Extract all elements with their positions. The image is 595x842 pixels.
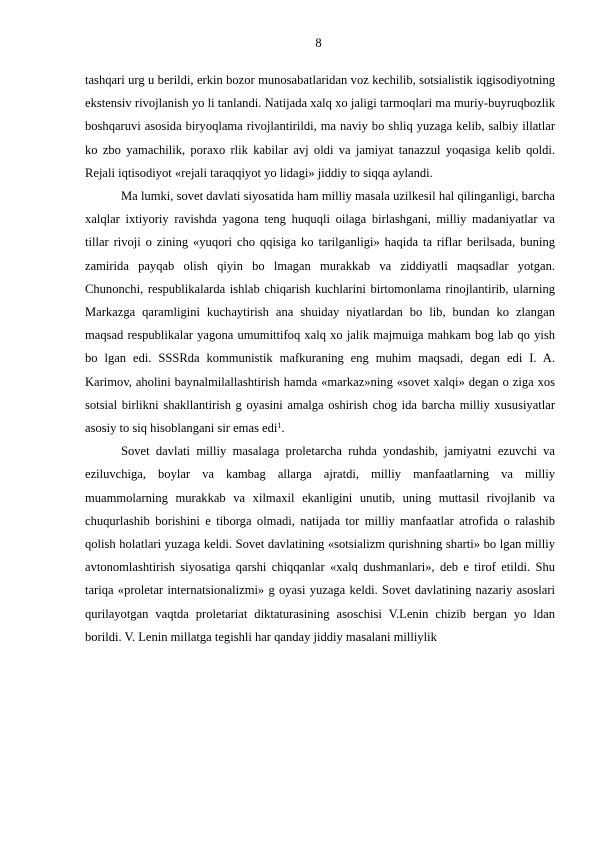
paragraph-2-text: Ma lumki, sovet davlati siyosatida ham milliy masala uzilkesil hal qilinganligi, barcha xalqlar ixtiyoriy ravishda yagona teng huquqli oilaga birlashgani, milliy madaniyatlar va tillar rivoji o zining «yuqori cho qqisiga ko tarilganligi» haqida ta riflar berilsada, buning zamirida payqab olish qiyin bo lmagan murakkab va ziddiyatli maqsadlar yotgan. Chunonchi, respublikalarda ishlab chiqarish kuchlarini birtomonlama rinojlantirib, ularning Markazga qaramligini kuchaytirish ana shuiday niyatlardan bo lib, bundan ko zlangan maqsad respublikalar yagona umumittifoq xalq xo jalik majmuiga mahkam bog lab qo yish bo lgan edi. SSSRda kommunistik mafkuraning eng muhim maqsadi, degan edi I. A. Karimov, aholini baynalmilallashtirish hamda «markaz»ning «sovet xalqi» degan o ziga xos sotsial birlikni shakllantirish g oyasini amalga oshirish chog ida barcha milliy xususiyatlar asosiy to siq hisoblangani sir emas edi — [85, 189, 555, 436]
paragraph-3-text: Sovet davlati milliy masalaga proletarcha ruhda yondashib, jamiyatni ezuvchi va eziluvchiga, boylar va kambag allarga ajratdi, milliy manfaatlarning va milliy muammolarning murakkab va xilmaxil ekanligini unutib, uning muttasil rivojlanib va chuqurlashib borishini e tiborga olmadi, natijada tor milliy manfaatlar atrofida o ralashib qolish holatlari yuzaga keldi. Sovet davlatining «sotsializm qurishning sharti» bo lgan milliy avtonomlashtirish siyosatiga qarshi chiqqanlar «xalq dushmanlari», deb e tirof etildi. Shu tariqa «proletar internatsionalizmi» g oyasi yuzaga keldi. Sovet davlatining nazariy asoslari qurilayotgan vaqtda proletariat diktaturasining asoschisi V.Lenin chizib bergan yo ldan borildi. V. Lenin millatga tegishli har qanday jiddiy masalani milliylik — [85, 444, 555, 644]
paragraph-3 — [85, 440, 555, 649]
footnote-marker[interactable]: 1 — [277, 421, 282, 431]
paragraph-1-text: tashqari urg u berildi, erkin bozor munosabatlaridan voz kechilib, sotsialistik iqgisodiyotning ekstensiv rivojlanish yo li tanlandi. Natijada xalq xo jaligi tarmoqlari ma muriy-buyruqbozlik boshqaruvi asosida biryoqlama rivojlantirildi, ma naviy bo shliq yuzaga kelib, salbiy illatlar ko zbo yamachilik, poraxo rlik kabilar avj oldi va jamiyat tanazzul yoqasiga kelib qoldi. Rejali iqtisodiyot «rejali taraqqiyot yo lidagi» jiddiy to siqqa aylandi. — [85, 73, 555, 180]
paragraph-2 — [85, 185, 555, 440]
page-number: 8 — [315, 36, 322, 50]
paragraph-2-trailing: . — [281, 421, 285, 436]
body-text — [85, 69, 555, 649]
paragraph-1 — [85, 69, 555, 185]
